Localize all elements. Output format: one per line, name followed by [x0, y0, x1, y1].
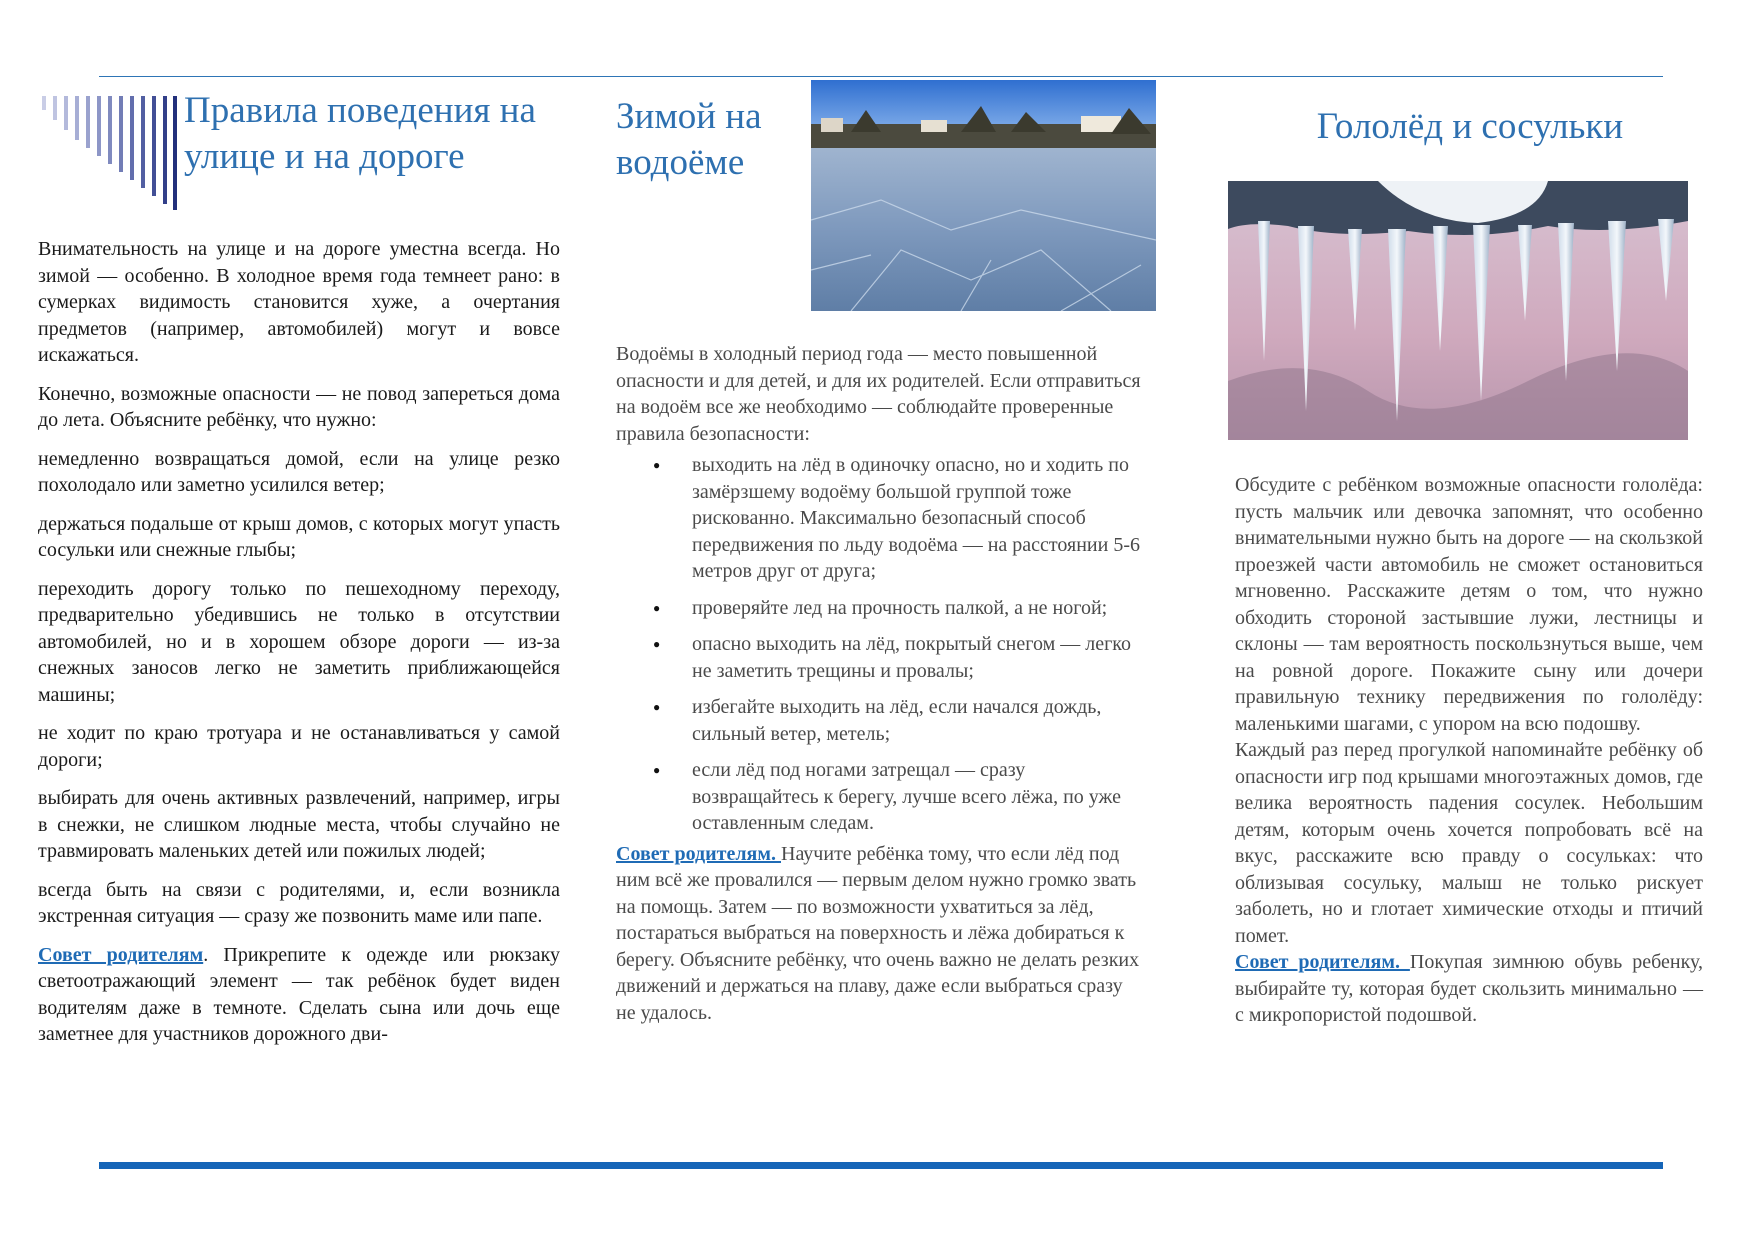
decorative-stripes: [42, 96, 177, 210]
advice-paragraph: [1235, 949, 1703, 1029]
column-winter-water: [616, 341, 1142, 1026]
column-street-rules: [38, 236, 560, 1060]
list-item: ● опасно выходить на лёд, покрытый снегом — легко не заметить трещины и провалы;: [616, 631, 1142, 684]
title-ice-icicles: Гололёд и сосульки: [1316, 106, 1624, 147]
paragraph: немедленно возвращаться домой, если на улице резко похолодало или заметно усилился ветер;: [38, 447, 560, 496]
title-winter-water: Зимой на водоёме: [616, 96, 762, 183]
advice-link[interactable]: Совет родителям.: [616, 842, 781, 865]
list-item: ● избегайте выходить на лёд, если начался дождь, сильный ветер, метель;: [616, 694, 1142, 747]
advice-text: Научите ребёнка тому, что если лёд под ним всё же провалился — первым делом нужно громко звать на помощь. Затем — по возможности ухватиться за лёд, постараться выбраться на поверхность и лёжа добираться к берегу. Объясните ребёнку, что очень важно не делать резких движений и держаться на плаву, даже если выбраться сразу не удалось.: [616, 842, 1140, 1024]
list-item: ● выходить на лёд в одиночку опасно, но и ходить по замёрзшему водоёму большой группой тоже рискованно. Максимально безопасный способ передвижения по льду водоёма — на расстоянии 5-6 метров друг от друга;: [616, 452, 1142, 585]
safety-rules-list: [616, 452, 1142, 837]
column-ice-icicles: [1235, 472, 1703, 1029]
list-item: ● если лёд под ногами затрещал — сразу возвращайтесь к берегу, лучше всего лёжа, по уже оставленным следам.: [616, 757, 1142, 837]
intro-paragraph: Водоёмы в холодный период года — место повышенной опасности и для детей, и для их родителей. Если отправиться на водоём все же необходимо — соблюдайте проверенные правила безопасности:: [616, 343, 1141, 445]
paragraph: не ходит по краю тротуара и не останавливаться у самой дороги;: [38, 722, 560, 771]
top-rule: [99, 76, 1663, 77]
list-item: ● проверяйте лед на прочность палкой, а не ногой;: [616, 595, 1142, 622]
bottom-rule: [99, 1162, 1663, 1169]
title-street-rules: Правила поведения на улице и на дороге: [184, 90, 536, 177]
advice-text: . Прикрепите к одежде или рюкзаку светоотражающий элемент — так ребёнок будет виден водителям даже в темноте. Сделать сына или дочь еще заметнее для участников дорожного дви-: [38, 943, 560, 1045]
advice-paragraph: [616, 841, 1142, 1027]
paragraph: Каждый раз перед прогулкой напоминайте ребёнку об опасности игр под крышами многоэтажных домов, где велика вероятность падения сосулек. Небольшим детям, которым очень хочется попробовать всё на вкус, расскажите всю правду о сосульках: что облизывая сосульку, малыш не только рискует заболеть, но и глотает химические отходы и птичий помет.: [1235, 739, 1703, 947]
paragraph: Внимательность на улице и на дороге уместна всегда. Но зимой — особенно. В холодное время года темнеет рано: в сумерках видимость становится хуже, а очертания предметов (например, автомобилей) могут и вовсе искажаться.: [38, 238, 560, 366]
advice-paragraph: [38, 942, 560, 1048]
paragraph: Конечно, возможные опасности — не повод запереться дома до лета. Объясните ребёнку, что нужно:: [38, 382, 560, 431]
advice-link[interactable]: Совет родителям: [38, 943, 204, 966]
icicles-photo: [1228, 181, 1688, 440]
paragraph: всегда быть на связи с родителями, и, если возникла экстренная ситуация — сразу же позвонить маме или папе.: [38, 878, 560, 927]
advice-link[interactable]: Совет родителям.: [1235, 951, 1410, 973]
frozen-lake-photo: [811, 80, 1156, 311]
paragraph: переходить дорогу только по пешеходному переходу, предварительно убедившись не только в отсутствии автомобилей, но и в хорошем обзоре дороги — из-за снежных заносов легко не заметить приближающейся машины;: [38, 577, 560, 706]
advice-text: Покупая зимнюю обувь ребенку, выбирайте ту, которая будет скользить минимально — с микропористой подошвой.: [1235, 951, 1704, 1026]
paragraph: держаться подальше от крыш домов, с которых могут упасть сосульки или снежные глыбы;: [38, 512, 560, 561]
paragraph: Обсудите с ребёнком возможные опасности гололёда: пусть мальчик или девочка запомнят, что особенно внимательными нужно быть на дороге — на скользкой проезжей части автомобиль не сможет остановиться мгновенно. Расскажите детям о том, что нужно обходить стороной застывшие лужи, лестницы и склоны — там вероятность поскользнуться выше, чем на ровной дороге. Покажите сыну или дочери правильную технику передвижения по гололёду: маленькими шагами, с упором на всю подошву.: [1235, 474, 1703, 735]
paragraph: выбирать для очень активных развлечений, например, игры в снежки, не слишком людные места, чтобы случайно не травмировать маленьких детей или пожилых людей;: [38, 787, 560, 862]
